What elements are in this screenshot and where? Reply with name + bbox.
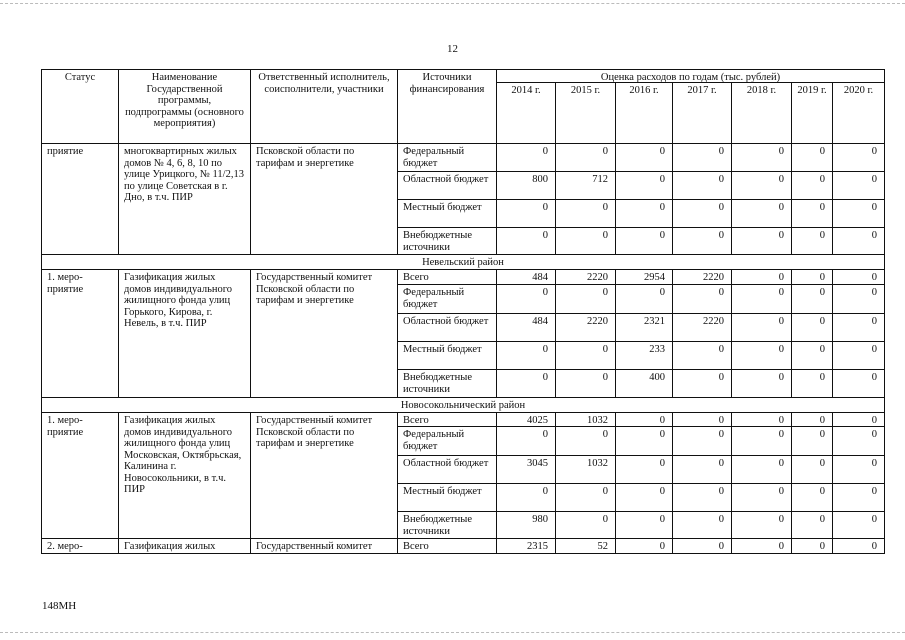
value-cell: 0 [731, 341, 792, 370]
value-cell: 712 [555, 171, 616, 200]
value-cell: 2315 [496, 538, 556, 554]
funding-source-cell: Областной бюджет [397, 313, 497, 342]
header-year: 2014 г. [496, 82, 556, 144]
value-cell: 0 [672, 538, 732, 554]
funding-source-cell: Местный бюджет [397, 199, 497, 228]
value-cell: 0 [615, 412, 673, 427]
value-cell: 0 [791, 412, 833, 427]
value-cell: 0 [791, 227, 833, 255]
value-cell: 0 [672, 227, 732, 255]
value-cell: 0 [731, 412, 792, 427]
value-cell: 0 [832, 227, 885, 255]
value-cell: 0 [832, 199, 885, 228]
value-cell: 0 [731, 313, 792, 342]
value-cell: 0 [615, 511, 673, 539]
value-cell: 0 [496, 369, 556, 398]
scan-edge-bottom [0, 632, 905, 633]
funding-source-cell: Внебюджетные источники [397, 511, 497, 539]
value-cell: 0 [615, 199, 673, 228]
value-cell: 0 [832, 426, 885, 456]
value-cell: 0 [496, 227, 556, 255]
value-cell: 800 [496, 171, 556, 200]
value-cell: 0 [555, 483, 616, 512]
value-cell: 3045 [496, 455, 556, 484]
header-year: 2020 г. [832, 82, 885, 144]
header-year: 2018 г. [731, 82, 792, 144]
value-cell: 0 [832, 538, 885, 554]
value-cell: 2220 [672, 313, 732, 342]
value-cell: 0 [555, 426, 616, 456]
status-cell: 1. меро- приятие [41, 269, 119, 398]
value-cell: 0 [555, 143, 616, 172]
value-cell: 4025 [496, 412, 556, 427]
value-cell: 2954 [615, 269, 673, 285]
value-cell: 0 [555, 369, 616, 398]
value-cell: 0 [731, 483, 792, 512]
value-cell: 0 [791, 369, 833, 398]
funding-source-cell: Внебюджетные источники [397, 227, 497, 255]
value-cell: 2220 [672, 269, 732, 285]
funding-source-cell: Федеральный бюджет [397, 143, 497, 172]
header-year: 2019 г. [791, 82, 833, 144]
header-estimate: Оценка расходов по годам (тыс. рублей) [496, 69, 885, 83]
value-cell: 0 [791, 511, 833, 539]
value-cell: 0 [615, 171, 673, 200]
value-cell: 0 [672, 412, 732, 427]
funding-source-cell: Всего [397, 412, 497, 427]
value-cell: 0 [731, 227, 792, 255]
value-cell: 0 [555, 511, 616, 539]
value-cell: 0 [615, 284, 673, 314]
value-cell: 0 [672, 483, 732, 512]
value-cell: 0 [496, 143, 556, 172]
value-cell: 0 [672, 143, 732, 172]
value-cell: 0 [672, 171, 732, 200]
value-cell: 0 [731, 269, 792, 285]
funding-source-cell: Внебюджетные источники [397, 369, 497, 398]
value-cell: 0 [672, 199, 732, 228]
value-cell: 980 [496, 511, 556, 539]
value-cell: 484 [496, 269, 556, 285]
value-cell: 0 [832, 284, 885, 314]
responsible-cell: Псковской области по тарифам и энергетике [250, 143, 398, 255]
funding-source-cell: Федеральный бюджет [397, 426, 497, 456]
value-cell: 0 [731, 538, 792, 554]
program-name-cell: Газификация жилых [118, 538, 251, 554]
value-cell: 0 [496, 483, 556, 512]
value-cell: 0 [555, 341, 616, 370]
value-cell: 0 [832, 341, 885, 370]
value-cell: 0 [731, 369, 792, 398]
value-cell: 0 [555, 284, 616, 314]
value-cell: 0 [672, 341, 732, 370]
value-cell: 0 [615, 483, 673, 512]
value-cell: 0 [615, 426, 673, 456]
value-cell: 1032 [555, 455, 616, 484]
value-cell: 0 [731, 171, 792, 200]
responsible-cell: Государственный комитет Псковской области по тарифам и энергетике [250, 269, 398, 398]
header-sources: Источники финансирования [397, 69, 497, 144]
header-year: 2017 г. [672, 82, 732, 144]
page-number: 12 [447, 43, 458, 55]
program-name-cell: многоквартирных жилых домов № 4, 6, 8, 10 по улице Урицкого, № 11/2,13 по улице Советская в г. Дно, в т.ч. ПИР [118, 143, 251, 255]
value-cell: 0 [832, 171, 885, 200]
value-cell: 0 [555, 199, 616, 228]
value-cell: 0 [555, 227, 616, 255]
value-cell: 0 [615, 538, 673, 554]
program-name-cell: Газификация жилых домов индивидуального жилищного фонда улиц Горького, Кирова, г. Невель, в т.ч. ПИР [118, 269, 251, 398]
value-cell: 0 [672, 369, 732, 398]
value-cell: 0 [791, 341, 833, 370]
value-cell: 0 [731, 455, 792, 484]
value-cell: 484 [496, 313, 556, 342]
value-cell: 0 [615, 455, 673, 484]
value-cell: 0 [791, 171, 833, 200]
value-cell: 0 [496, 199, 556, 228]
value-cell: 52 [555, 538, 616, 554]
responsible-cell: Государственный комитет Псковской области по тарифам и энергетике [250, 412, 398, 539]
value-cell: 0 [832, 269, 885, 285]
value-cell: 400 [615, 369, 673, 398]
value-cell: 0 [832, 313, 885, 342]
value-cell: 233 [615, 341, 673, 370]
header-responsible: Ответственный исполнитель, соисполнители, участники [250, 69, 398, 144]
value-cell: 0 [615, 227, 673, 255]
value-cell: 0 [791, 426, 833, 456]
value-cell: 0 [496, 341, 556, 370]
value-cell: 0 [832, 143, 885, 172]
value-cell: 0 [832, 483, 885, 512]
value-cell: 0 [672, 426, 732, 456]
value-cell: 0 [672, 455, 732, 484]
funding-source-cell: Федеральный бюджет [397, 284, 497, 314]
footer-code: 148МН [42, 600, 77, 612]
district-row: Новосокольнический район [41, 397, 885, 413]
value-cell: 1032 [555, 412, 616, 427]
value-cell: 0 [731, 143, 792, 172]
value-cell: 0 [832, 455, 885, 484]
header-year: 2016 г. [615, 82, 673, 144]
value-cell: 0 [731, 426, 792, 456]
header-year: 2015 г. [555, 82, 616, 144]
funding-source-cell: Местный бюджет [397, 483, 497, 512]
responsible-cell: Государственный комитет [250, 538, 398, 554]
value-cell: 0 [672, 511, 732, 539]
district-row: Невельский район [41, 254, 885, 270]
value-cell: 0 [672, 284, 732, 314]
funding-source-cell: Местный бюджет [397, 341, 497, 370]
value-cell: 0 [791, 313, 833, 342]
funding-source-cell: Областной бюджет [397, 171, 497, 200]
value-cell: 0 [731, 199, 792, 228]
value-cell: 0 [791, 269, 833, 285]
value-cell: 0 [615, 143, 673, 172]
value-cell: 2220 [555, 269, 616, 285]
program-name-cell: Газификация жилых домов индивидуального жилищного фонда улиц Московская, Октябрьская, Калинина г. Новосокольники, в т.ч. ПИР [118, 412, 251, 539]
value-cell: 0 [791, 483, 833, 512]
value-cell: 0 [731, 511, 792, 539]
value-cell: 0 [791, 143, 833, 172]
header-name: Наименование Государственной программы, подпрограммы (основного мероприятия) [118, 69, 251, 144]
value-cell: 2321 [615, 313, 673, 342]
status-cell: 2. меро- [41, 538, 119, 554]
value-cell: 0 [791, 199, 833, 228]
funding-source-cell: Всего [397, 269, 497, 285]
value-cell: 0 [832, 511, 885, 539]
value-cell: 0 [731, 284, 792, 314]
value-cell: 0 [791, 455, 833, 484]
value-cell: 2220 [555, 313, 616, 342]
value-cell: 0 [791, 538, 833, 554]
funding-source-cell: Областной бюджет [397, 455, 497, 484]
value-cell: 0 [496, 284, 556, 314]
header-status: Статус [41, 69, 119, 144]
status-cell: 1. меро- приятие [41, 412, 119, 539]
status-cell: приятие [41, 143, 119, 255]
value-cell: 0 [496, 426, 556, 456]
value-cell: 0 [832, 412, 885, 427]
funding-source-cell: Всего [397, 538, 497, 554]
value-cell: 0 [791, 284, 833, 314]
value-cell: 0 [832, 369, 885, 398]
